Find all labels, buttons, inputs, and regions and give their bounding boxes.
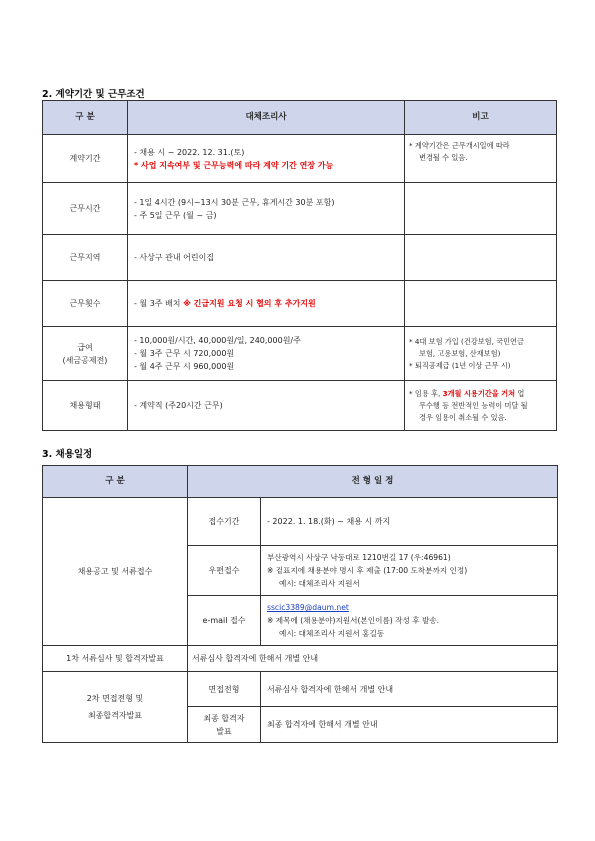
salary-label: 급여 — [77, 342, 93, 352]
work-count-line: - 월 3주 배치 ※ 긴급지원 요청 시 협의 후 추가지원 — [134, 299, 316, 308]
contract-period-line: - 채용 시 ~ 2022. 12. 31.(토) — [134, 147, 245, 157]
work-conditions-table — [42, 100, 557, 431]
insurance-note-2: 보험, 고용보험, 산재보험) — [419, 348, 501, 358]
period-value: - 2022. 1. 18.(화) ~ 채용 시 까지 — [267, 517, 391, 526]
interview-label: 면접전형 — [188, 672, 261, 707]
email-example: 예시: 대체조리사 지원서 홍길동 — [279, 629, 385, 638]
mail-address: 부산광역시 사상구 낙동대로 1210번길 17 (우:46961) — [267, 553, 451, 562]
row-work-area — [43, 235, 557, 281]
salary-line-1: - 10,000원/시간, 40,000원/일, 240,000원/주 — [134, 336, 301, 345]
second-round-label: 2차 면접전형 및 — [86, 694, 144, 703]
row-work-hours — [43, 183, 557, 235]
contract-extension-note: * 사업 지속여부 및 근무능력에 따라 계약 기간 연장 가능 — [134, 160, 334, 170]
period-label: 접수기간 — [188, 498, 261, 546]
row-interview — [43, 672, 558, 707]
work-hours-line-2: - 주 5일 근무 (월 ~ 금) — [134, 210, 217, 220]
final-label: 최종 합격자 — [203, 713, 245, 723]
row-first-round — [43, 646, 558, 672]
contract-period-label: 계약기간 — [43, 135, 128, 183]
mail-example: 예시: 대체조리사 지원서 — [279, 579, 360, 588]
employment-type-label: 채용형태 — [43, 381, 128, 431]
salary-line-2: - 월 3주 근무 시 720,000원 — [134, 349, 235, 358]
schedule-header-category: 구 분 — [43, 466, 188, 498]
header-category: 구 분 — [43, 101, 128, 135]
contract-remark-1: * 계약기간은 근무개시일에 따라 — [409, 141, 510, 150]
second-round-sublabel: 최종합격자발표 — [87, 711, 143, 720]
section3-title: 3. 채용일정 — [42, 449, 93, 460]
section2-title: 2. 계약기간 및 근무조건 — [42, 89, 145, 100]
email-instruction: ※ 제목에 (채용분야)지원서(본인이름) 작성 후 발송. — [267, 616, 440, 625]
mail-label: 우편접수 — [188, 546, 261, 596]
work-area-label: 근무지역 — [43, 235, 128, 281]
email-address-link[interactable]: sscic3389@daum.net — [267, 603, 349, 612]
first-round-label: 1차 서류심사 및 합격자발표 — [43, 646, 188, 672]
final-sublabel: 발표 — [216, 726, 232, 736]
probation-note-3: 경우 임용이 취소될 수 있음. — [419, 412, 507, 422]
salary-sublabel: (세금공제전) — [62, 355, 108, 365]
work-hours-line-1: - 1일 4시간 (9시~13시 30분 근무, 휴게시간 30분 포함) — [134, 197, 335, 207]
work-area-line: - 사상구 관내 어린이집 — [134, 253, 215, 262]
row-salary — [43, 327, 557, 381]
employment-type-line: - 계약직 (주20시간 근무) — [134, 401, 223, 410]
header-position: 대체조리사 — [128, 101, 405, 135]
urgent-support-note: ※ 긴급지원 요청 시 협의 후 추가지원 — [183, 299, 316, 308]
schedule-header-timeline: 전 형 일 정 — [188, 466, 558, 498]
contract-remark-2: 변경될 수 있음. — [419, 153, 468, 162]
work-hours-label: 근무시간 — [43, 183, 128, 235]
work-count-label: 근무횟수 — [43, 281, 128, 327]
probation-note-1: * 임용 후, 3개월 시용기간을 거쳐 업 — [409, 388, 525, 398]
row-application-period — [43, 498, 558, 546]
notice-label: 채용공고 및 서류접수 — [43, 498, 188, 646]
insurance-note-1: * 4대 보험 가입 (건강보험, 국민연금 — [409, 336, 524, 346]
mail-instruction: ※ 겉표지에 채용분야 명시 후 제출 (17:00 도착분까지 인정) — [267, 566, 468, 575]
header-remarks: 비고 — [405, 101, 557, 135]
first-round-value: 서류심사 합격자에 한해서 개별 안내 — [188, 646, 558, 672]
email-label: e-mail 접수 — [188, 596, 261, 646]
row-contract-period — [43, 135, 557, 183]
row-work-count — [43, 281, 557, 327]
final-value: 최종 합격자에 한해서 개별 안내 — [261, 707, 558, 743]
severance-note: * 퇴직공제급 (1년 이상 근무 시) — [409, 360, 511, 370]
probation-note-2: 무수행 등 전반적인 능력이 미달 될 — [419, 400, 528, 410]
schedule-table — [42, 465, 558, 743]
interview-value: 서류심사 합격자에 한해서 개별 안내 — [261, 672, 558, 707]
salary-line-3: - 월 4주 근무 시 960,000원 — [134, 362, 235, 371]
row-employment-type — [43, 381, 557, 431]
